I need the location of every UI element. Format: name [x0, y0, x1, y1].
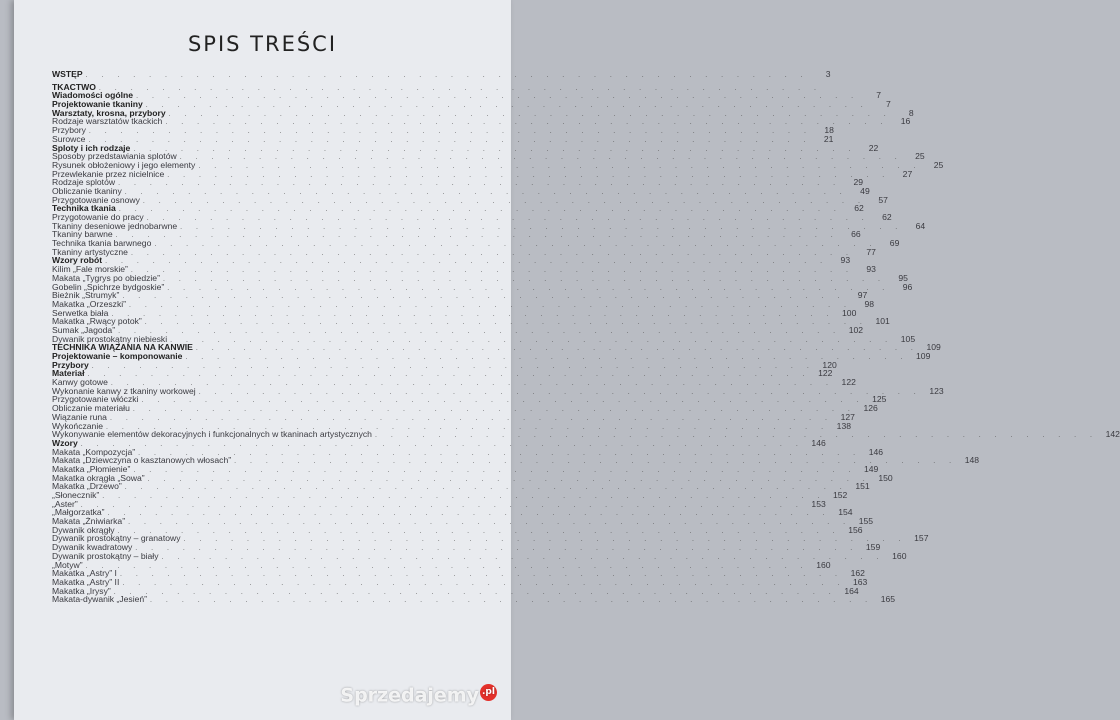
toc-leader-dots: . . . . . . . . . . . . . . . . . . . . . . . . . . . . . . . . . . . . . . . . . . . . . .	[167, 284, 891, 292]
toc-leader-dots: . . . . . . . . . . . . . . . . . . . . . . . . . . . . . . . . . . . . . . . . . . . . . .	[141, 397, 865, 405]
toc-leader-dots: . . . . . . . . . . . . . . . . . . . . . . . . . . . . . . . . . . . . . . . . . . . . . .	[118, 180, 842, 188]
toc-page-number: 25	[933, 159, 944, 170]
toc-entry-label: Wykończanie	[52, 420, 104, 431]
toc-page-number: 126	[863, 403, 878, 414]
toc-leader-dots: . . . . . . . . . . . . . . . . . . . . . . . . . . . . . . . . . . . . . . . . . . . . . .	[180, 223, 904, 231]
toc-page-number: 149	[863, 463, 879, 474]
toc-page-number: 7	[876, 90, 882, 101]
toc-entry-label: Dywanik prostokątny – biały	[52, 550, 159, 561]
toc-page-number: 27	[902, 168, 913, 179]
toc-entry	[52, 429, 1120, 440]
toc-entry	[52, 69, 831, 79]
toc-leader-dots: . . . . . . . . . . . . . . . . . . . . . . . . . . . . . . . . . . . . . . . . . . . . . .	[124, 188, 848, 196]
toc-page-number: 148	[964, 455, 980, 466]
toc-page-number: 21	[823, 133, 834, 144]
toc-page-number: 93	[866, 264, 876, 275]
toc-leader-dots: . . . . . . . . . . . . . . . . . . . . . . . . . . . . . . . . . . . . . . . . . . . . . .	[122, 293, 846, 301]
toc-entry-label: Makatka „Irysy”	[52, 585, 111, 596]
toc-page-number: 151	[855, 481, 870, 492]
toc-page-number: 96	[902, 281, 913, 292]
toc-leader-dots: . . . . . . . . . . . . . . . . . . . . . . . . . . . . . . . . . . . . . . . . . . . . . .	[124, 484, 848, 492]
toc-page-number: 62	[882, 212, 892, 222]
toc-entry-label: Makata-dywanik „Jesień”	[52, 594, 148, 605]
toc-page-number: 25	[915, 151, 925, 162]
toc-page-number: 165	[880, 594, 896, 605]
toc-page-number: 102	[848, 324, 864, 335]
toc-page-number: 159	[865, 542, 881, 553]
toc-leader-dots: . . . . . . . . . . . . . . . . . . . . . . . . . . . . . . . . . . . . . . . . . . . . . .	[115, 232, 839, 240]
toc-page-number: 109	[926, 342, 941, 353]
toc-entry-label: Makatka „Astry” I	[52, 568, 117, 579]
toc-entry-label: Materiał	[52, 368, 85, 379]
toc-leader-dots: . . . . . . . . . . . . . . . . . . . . . . . . . . . . . . . . . . . . . . . . . . . . . .	[138, 449, 862, 457]
toc-entry-label: Przybory	[52, 125, 86, 136]
toc-leader-dots: . . . . . . . . . . . . . . . . . . . . . . . . . . . . . . . . . . . . . . . . . . . . . .	[183, 536, 907, 544]
toc-entry-label: Serwetka biała	[52, 307, 109, 318]
toc-page-number: 138	[836, 420, 852, 431]
toc-leader-dots: . . . . . . . . . . . . . . . . . . . . . . . . . . . . . . . . . . . . . . . . . . . . . .	[179, 154, 903, 162]
toc-entry-label: Sumak „Jagoda”	[52, 324, 116, 335]
toc-entry-label: Kanwy gotowe	[52, 377, 108, 388]
toc-entry-label: Rysunek obłożeniowy i jego elementy	[52, 159, 196, 170]
toc-leader-dots: . . . . . . . . . . . . . . . . . . . . . . . . . . . . . . . . . . . . . . . . . . . . . .	[150, 597, 874, 605]
toc-page-number: 64	[915, 220, 926, 231]
toc-leader-dots: . . . . . . . . . . . . . . . . . . . . . . . . . . . . . . . . . . . . . . . . . . . . . .	[80, 440, 804, 448]
toc-entry-label: Wykonywanie elementów dekoracyjnych i funkcjonalnych w tkaninach artystycznych	[52, 429, 372, 440]
watermark-logo	[340, 684, 497, 706]
table-of-contents	[52, 69, 1120, 605]
toc-entry-label: Gobelin „Spichrze bydgoskie”	[52, 281, 165, 292]
toc-page-number: 16	[900, 116, 911, 127]
toc-entry	[52, 498, 826, 509]
toc-entry-label: Makatka okrągła „Sowa”	[52, 472, 145, 483]
toc-entry-label: Makatka „Astry” II	[52, 576, 120, 587]
toc-leader-dots: . . . . . . . . . . . . . . . . . . . . . . . . . . . . . . . . . . . . . . . . . . . . . .	[144, 319, 868, 327]
toc-leader-dots: . . . . . . . . . . . . . . . . . . . . . . . . . . . . . . . . . . . . . . . . . . . . . .	[117, 527, 841, 535]
toc-leader-dots: . . . . . . . . . . . . . . . . . . . . . . . . . . . . . . . . . . . . . . . . . . . . . .	[80, 501, 804, 509]
toc-page-number: 150	[878, 472, 893, 483]
toc-page-number: 123	[929, 385, 944, 396]
toc-leader-dots: . . . . . . . . . . . . . . . . . . . . . . . . . . . . . . . . . . . . . . . . . . . . . .	[129, 301, 852, 309]
toc-entry-label: Technika tkania	[52, 203, 116, 214]
toc-entry	[52, 576, 868, 587]
toc-entry	[52, 481, 870, 492]
toc-leader-dots: . . . . . . . . . . . . . . . . . . . . . . . . . . . . . . . . . . . . . . . . . . . . . .	[170, 336, 894, 344]
toc-leader-dots: . . . . . . . . . . . . . . . . . . . . . . . . . . . . . . . . . . . . . . . . . . . . . .	[106, 423, 830, 431]
toc-entry-label: Makata „Kompozycja”	[52, 446, 136, 457]
toc-page-number: 105	[900, 333, 916, 344]
toc-entry-label: Wiadomości ogólne	[52, 90, 134, 101]
toc-page-number: 164	[844, 585, 859, 596]
toc-entry-label: Dywanik okrągły	[52, 524, 115, 535]
toc-entry-label: TECHNIKA WIĄZANIA NA KANWIE	[52, 342, 193, 353]
toc-page-number: 77	[866, 246, 876, 257]
toc-page-number: 154	[838, 507, 853, 518]
toc-leader-dots: . . . . . . . . . . . . . . . . . . . . . . . . . . . . . . . . . . . . . . . . . . . . . .	[154, 241, 878, 249]
toc-entry	[52, 116, 911, 127]
toc-entry	[52, 220, 926, 231]
toc-page-number: 142	[1105, 429, 1120, 440]
toc-entry-label: Rodzaje splotów	[52, 177, 116, 188]
toc-leader-dots: . . . . . . . . . . . . . . . . . . . . . . . . . . . . . . . . . . . . . . . . . . . . . .	[111, 310, 835, 318]
toc-leader-dots: . . . . . . . . . . . . . . . . . . . . . . . . . . . . . . . . . . . . . . . . . . . . . .	[195, 345, 919, 353]
toc-entry	[52, 359, 837, 370]
toc-entry	[52, 411, 855, 422]
toc-entry-label: Makata „Żniwiarka”	[52, 516, 126, 527]
toc-page-number: 146	[811, 437, 826, 448]
toc-entry-label: Makatka „Orzeszki”	[52, 298, 127, 309]
toc-leader-dots: . . . . . . . . . . . . . . . . . . . . . . . . . . . . . . . . . . . . . . . . . . . . . .	[162, 275, 886, 283]
toc-leader-dots: . . . . . . . . . . . . . . . . . . . . . . . . . . . . . . . . . . . . . . . . . . . . . .	[98, 84, 822, 92]
toc-entry-label: Rodzaje warsztatów tkackich	[52, 116, 163, 127]
toc-page-number: 22	[868, 142, 879, 153]
toc-entry-label: Bieżnik „Strumyk”	[52, 290, 120, 301]
toc-entry-label: Makata „Tygrys po obiedzie”	[52, 272, 160, 283]
toc-page-number: 95	[898, 272, 908, 283]
toc-entry-label: Przewlekanie przez nicielnice	[52, 168, 165, 179]
toc-leader-dots: . . . . . . . . . . . . . . . . . . . . . . . . . . . . . . . . . . . . . . . . . . . . . .	[110, 380, 834, 388]
toc-page-number: 98	[864, 298, 874, 309]
toc-leader-dots: . . . . . . . . . . . . . . . . . . . . . . . . . . . . . . . . . . . . . . . . . . . . . .	[161, 553, 885, 561]
watermark-badge: .pl	[480, 684, 497, 701]
toc-entry-label: Sposoby przedstawiania splotów	[52, 151, 177, 162]
toc-entry-label: Przygotowanie do pracy	[52, 212, 144, 222]
toc-page-number: 93	[840, 255, 851, 266]
toc-entry-label: Sploty i ich rodzaje	[52, 142, 131, 153]
toc-leader-dots: . . . . . . . . . . . . . . . . . . . . . . . . . . . . . . . . . . . . . . . . . . . . . .	[133, 466, 857, 474]
toc-leader-dots: . . . . . . . . . . . . . . . . . . . . . . . . . . . . . . . . . . . . . . . . . . . . . .	[118, 327, 842, 335]
toc-page-number: 125	[872, 394, 887, 405]
toc-page-number: 57	[878, 194, 888, 205]
toc-leader-dots: . . . . . . . . . . . . . . . . . . . . . . . . . . . . . . . . . . . . . . . . . . . . . .	[198, 162, 922, 170]
toc-leader-dots: . . . . . . . . . . . . . . . . . . . . . . . . . . . . . . . . . . . . . . . . . . . . . .	[133, 145, 857, 153]
toc-entry-label: Tkaniny barwne	[52, 229, 113, 240]
toc-leader-dots: . . . . . . . . . . . . . . . . . . . . . . . . . . . . . . . . . . . . . . . . . . . . . .	[102, 493, 826, 500]
toc-page-number: 97	[857, 290, 868, 301]
toc-page-number: 153	[811, 498, 826, 509]
toc-page-number: 160	[892, 550, 907, 561]
toc-entry-label: Wykonanie kanwy z tkaniny workowej	[52, 385, 196, 396]
toc-entry-label: Przygotowanie włóczki	[52, 394, 139, 405]
toc-leader-dots: . . . . . . . . . . . . . . . . . . . . . . . . . . . . . . . . . . . . . . . . . . . . . .	[109, 414, 833, 422]
toc-leader-dots: . . . . . . . . . . . . . . . . . . . . . . . . . . . . . . . . . . . . . . . . . . . . . .	[118, 206, 842, 214]
toc-leader-dots: . . . . . . . . . . . . . . . . . . . . . . . . . . . . . . . . . . . . . . . . . . . . . .	[107, 510, 831, 518]
toc-entry-label: Obliczanie materiału	[52, 403, 130, 414]
toc-entry-label: Wzory	[52, 437, 78, 448]
toc-entry-label: WSTĘP	[52, 69, 83, 79]
toc-leader-dots: . . . . . . . . . . . . . . . . . . . . . . . . . . . . . . . . . . . . . . . . . . . . . .	[85, 562, 809, 570]
toc-page-number: 66	[851, 229, 861, 240]
toc-entry	[52, 298, 874, 309]
toc-entry-label: „Aster”	[52, 498, 78, 509]
toc-entry	[52, 368, 833, 379]
toc-entry-label: Wzory robót	[52, 255, 103, 266]
toc-entry	[52, 550, 907, 561]
toc-entry	[52, 125, 834, 136]
toc-leader-dots: . . . . . . . . . . . . . . . . . . . . . . . . . . . . . . . . . . . . . . . . . . . . . .	[113, 588, 837, 596]
toc-leader-dots: . . . . . . . . . . . . . . . . . . . . . . . . . . . . . . . . . . . . . . . . . . . . . .	[91, 362, 815, 370]
toc-entry-label: TKACTWO	[52, 81, 96, 92]
toc-page-number: 160	[816, 559, 831, 570]
toc-entry-label: Projektowanie – komponowanie	[52, 351, 183, 361]
toc-entry-label: Obliczanie tkaniny	[52, 185, 122, 196]
toc-page-number: 29	[853, 177, 864, 188]
toc-page-number: 101	[875, 316, 890, 327]
toc-page-number: 7	[885, 99, 891, 110]
watermark-text: Sprzedajemy	[340, 684, 479, 706]
toc-entry-label: Projektowanie tkaniny	[52, 99, 143, 110]
toc-leader-dots: . . . . . . . . . . . . . . . . . . . . . . . . . . . . . . . . . . . . . . . . . . . . . .	[185, 354, 909, 361]
toc-leader-dots: . . . . . . . . . . . . . . . . . . . . . . . . . . . . . . . . . . . . . . . . . . . . . .	[145, 102, 869, 110]
toc-leader-dots: . . . . . . . . . . . . . . . . . . . . . . . . . . . . . . . . . . . . . . . . . . . . . .	[136, 93, 860, 101]
toc-entry-label: „Słonecznik”	[52, 490, 100, 500]
toc-page-number: 162	[850, 568, 865, 579]
toc-page-number: 163	[852, 576, 868, 587]
toc-leader-dots: . . . . . . . . . . . . . . . . . . . . . . . . . . . . . . . . . . . . . . . . . . . . . .	[135, 545, 859, 553]
toc-leader-dots: . . . . . . . . . . . . . . . . . . . . . . . . . . . . . . . . . . . . . . . . . . . . . .	[147, 475, 871, 483]
toc-entry-label: Makatka „Drzewo”	[52, 481, 122, 492]
toc-page-number: 127	[840, 411, 855, 422]
toc-leader-dots: . . . . . . . . . . . . . . . . . . . . . . . . . . . . . . . . . . . . . . . . . . . . . .	[88, 128, 812, 136]
toc-leader-dots: . . . . . . . . . . . . . . . . . . . . . . . . . . . . . . . . . . . . . . . . . . . . . .	[198, 388, 922, 396]
toc-page-number: 62	[854, 203, 864, 214]
toc-entry-label: Dywanik kwadratowy	[52, 542, 133, 553]
toc-leader-dots: . . . . . . . . . . . . . . . . . . . . . . . . . . . . . . . . . . . . . . . . . . . . . .	[119, 571, 843, 579]
toc-leader-dots: . . . . . . . . . . . . . . . . . . . . . . . . . . . . . . . . . . . . . . . . . . . . . .	[165, 119, 889, 127]
toc-leader-dots: . . . . . . . . . . . . . . . . . . . . . . . . . . . . . . . . . . . . . . . . . . . . . .	[146, 215, 870, 222]
toc-entry-label: Tkaniny deseniowe jednobarwne	[52, 220, 178, 231]
toc-page-number: 109	[916, 351, 931, 361]
toc-page-number: 122	[841, 377, 856, 388]
toc-page-number: 49	[860, 185, 870, 196]
toc-entry-label: Kilim „Fale morskie”	[52, 264, 128, 275]
toc-page-number: 100	[842, 307, 857, 318]
toc-entry-label: Dywanik prostokątny niebieski	[52, 333, 168, 344]
toc-leader-dots: . . . . . . . . . . . . . . . . . . . . . . . . . . . . . . . . . . . . . . . . . . . . . .	[374, 432, 1098, 440]
toc-page-number: 156	[848, 524, 863, 535]
toc-leader-dots: . . . . . . . . . . . . . . . . . . . . . . . . . . . . . . . . . . . . . . . . . . . . . .	[168, 110, 892, 118]
toc-leader-dots: . . . . . . . . . . . . . . . . . . . . . . . . . . . . . . . . . . . . . . . . . . . . . .	[130, 267, 854, 275]
toc-page-number: 120	[822, 359, 837, 370]
toc-leader-dots: . . . . . . . . . . . . . . . . . . . . . . . . . . . . . . . . . . . . . . . . . . . . . .	[87, 371, 811, 379]
toc-page-number: 8	[908, 107, 914, 118]
toc-page-number: 152	[832, 490, 848, 500]
toc-entry-label: Makata „Dziewczyna o kasztanowych włosach”	[52, 455, 232, 466]
toc-page-number: 155	[858, 516, 874, 527]
toc-entry-label: Dywanik prostokątny – granatowy	[52, 533, 181, 544]
toc-leader-dots: . . . . . . . . . . . . . . . . . . . . . . . . . . . . . . . . . . . . . . . . . . . . . .	[88, 136, 812, 144]
toc-leader-dots: . . . . . . . . . . . . . . . . . . . . . . . . . . . . . . . . . . . . . . . . . . . . . .	[105, 258, 829, 266]
toc-leader-dots: . . . . . . . . . . . . . . . . . . . . . . . . . . . . . . . . . . . . . . . . . . . . . .	[130, 249, 854, 257]
toc-leader-dots: . . . . . . . . . . . . . . . . . . . . . . . . . . . . . . . . . . . . . . . . . . . . . .	[85, 72, 809, 79]
toc-entry-label: Warsztaty, krosna, przybory	[52, 107, 166, 118]
toc-entry-label: Surowce	[52, 133, 86, 144]
toc-entry-label: Wiązanie runa	[52, 411, 107, 422]
toc-leader-dots: . . . . . . . . . . . . . . . . . . . . . . . . . . . . . . . . . . . . . . . . . . . . . .	[132, 406, 856, 414]
toc-page-number: 3	[825, 69, 831, 79]
toc-entry	[52, 594, 896, 605]
toc-entry-label: Technika tkania barwnego	[52, 238, 152, 249]
toc-entry-label: Przybory	[52, 359, 89, 370]
toc-leader-dots: . . . . . . . . . . . . . . . . . . . . . . . . . . . . . . . . . . . . . . . . . . . . . .	[234, 458, 958, 466]
page-title: SPIS TREŚCI	[187, 32, 338, 56]
toc-leader-dots: . . . . . . . . . . . . . . . . . . . . . . . . . . . . . . . . . . . . . . . . . . . . . .	[122, 579, 846, 587]
toc-page-number: 146	[868, 446, 884, 457]
toc-page-number: 157	[914, 533, 929, 544]
toc-entry-label: „Motyw”	[52, 559, 83, 570]
toc-page-number: 18	[824, 125, 834, 136]
toc-entry-label: Makatka „Rwący potok”	[52, 316, 142, 327]
toc-entry-label: Przygotowanie osnowy	[52, 194, 140, 205]
toc-entry	[52, 246, 876, 257]
toc-leader-dots: . . . . . . . . . . . . . . . . . . . . . . . . . . . . . . . . . . . . . . . . . . . . . .	[128, 519, 852, 527]
toc-leader-dots: . . . . . . . . . . . . . . . . . . . . . . . . . . . . . . . . . . . . . . . . . . . . . .	[142, 197, 866, 205]
toc-entry	[52, 351, 931, 361]
toc-entry	[52, 490, 848, 500]
toc-entry	[52, 403, 878, 414]
toc-entry-label: Makatka „Płomienie”	[52, 463, 131, 474]
toc-leader-dots: . . . . . . . . . . . . . . . . . . . . . . . . . . . . . . . . . . . . . . . . . . . . . .	[167, 171, 891, 179]
document-page	[14, 0, 1120, 720]
toc-entry-label: Tkaniny artystyczne	[52, 246, 128, 257]
toc-page-number: 122	[818, 368, 833, 379]
toc-entry-label: „Małgorzatka”	[52, 507, 105, 518]
toc-page-number: 69	[889, 238, 900, 249]
